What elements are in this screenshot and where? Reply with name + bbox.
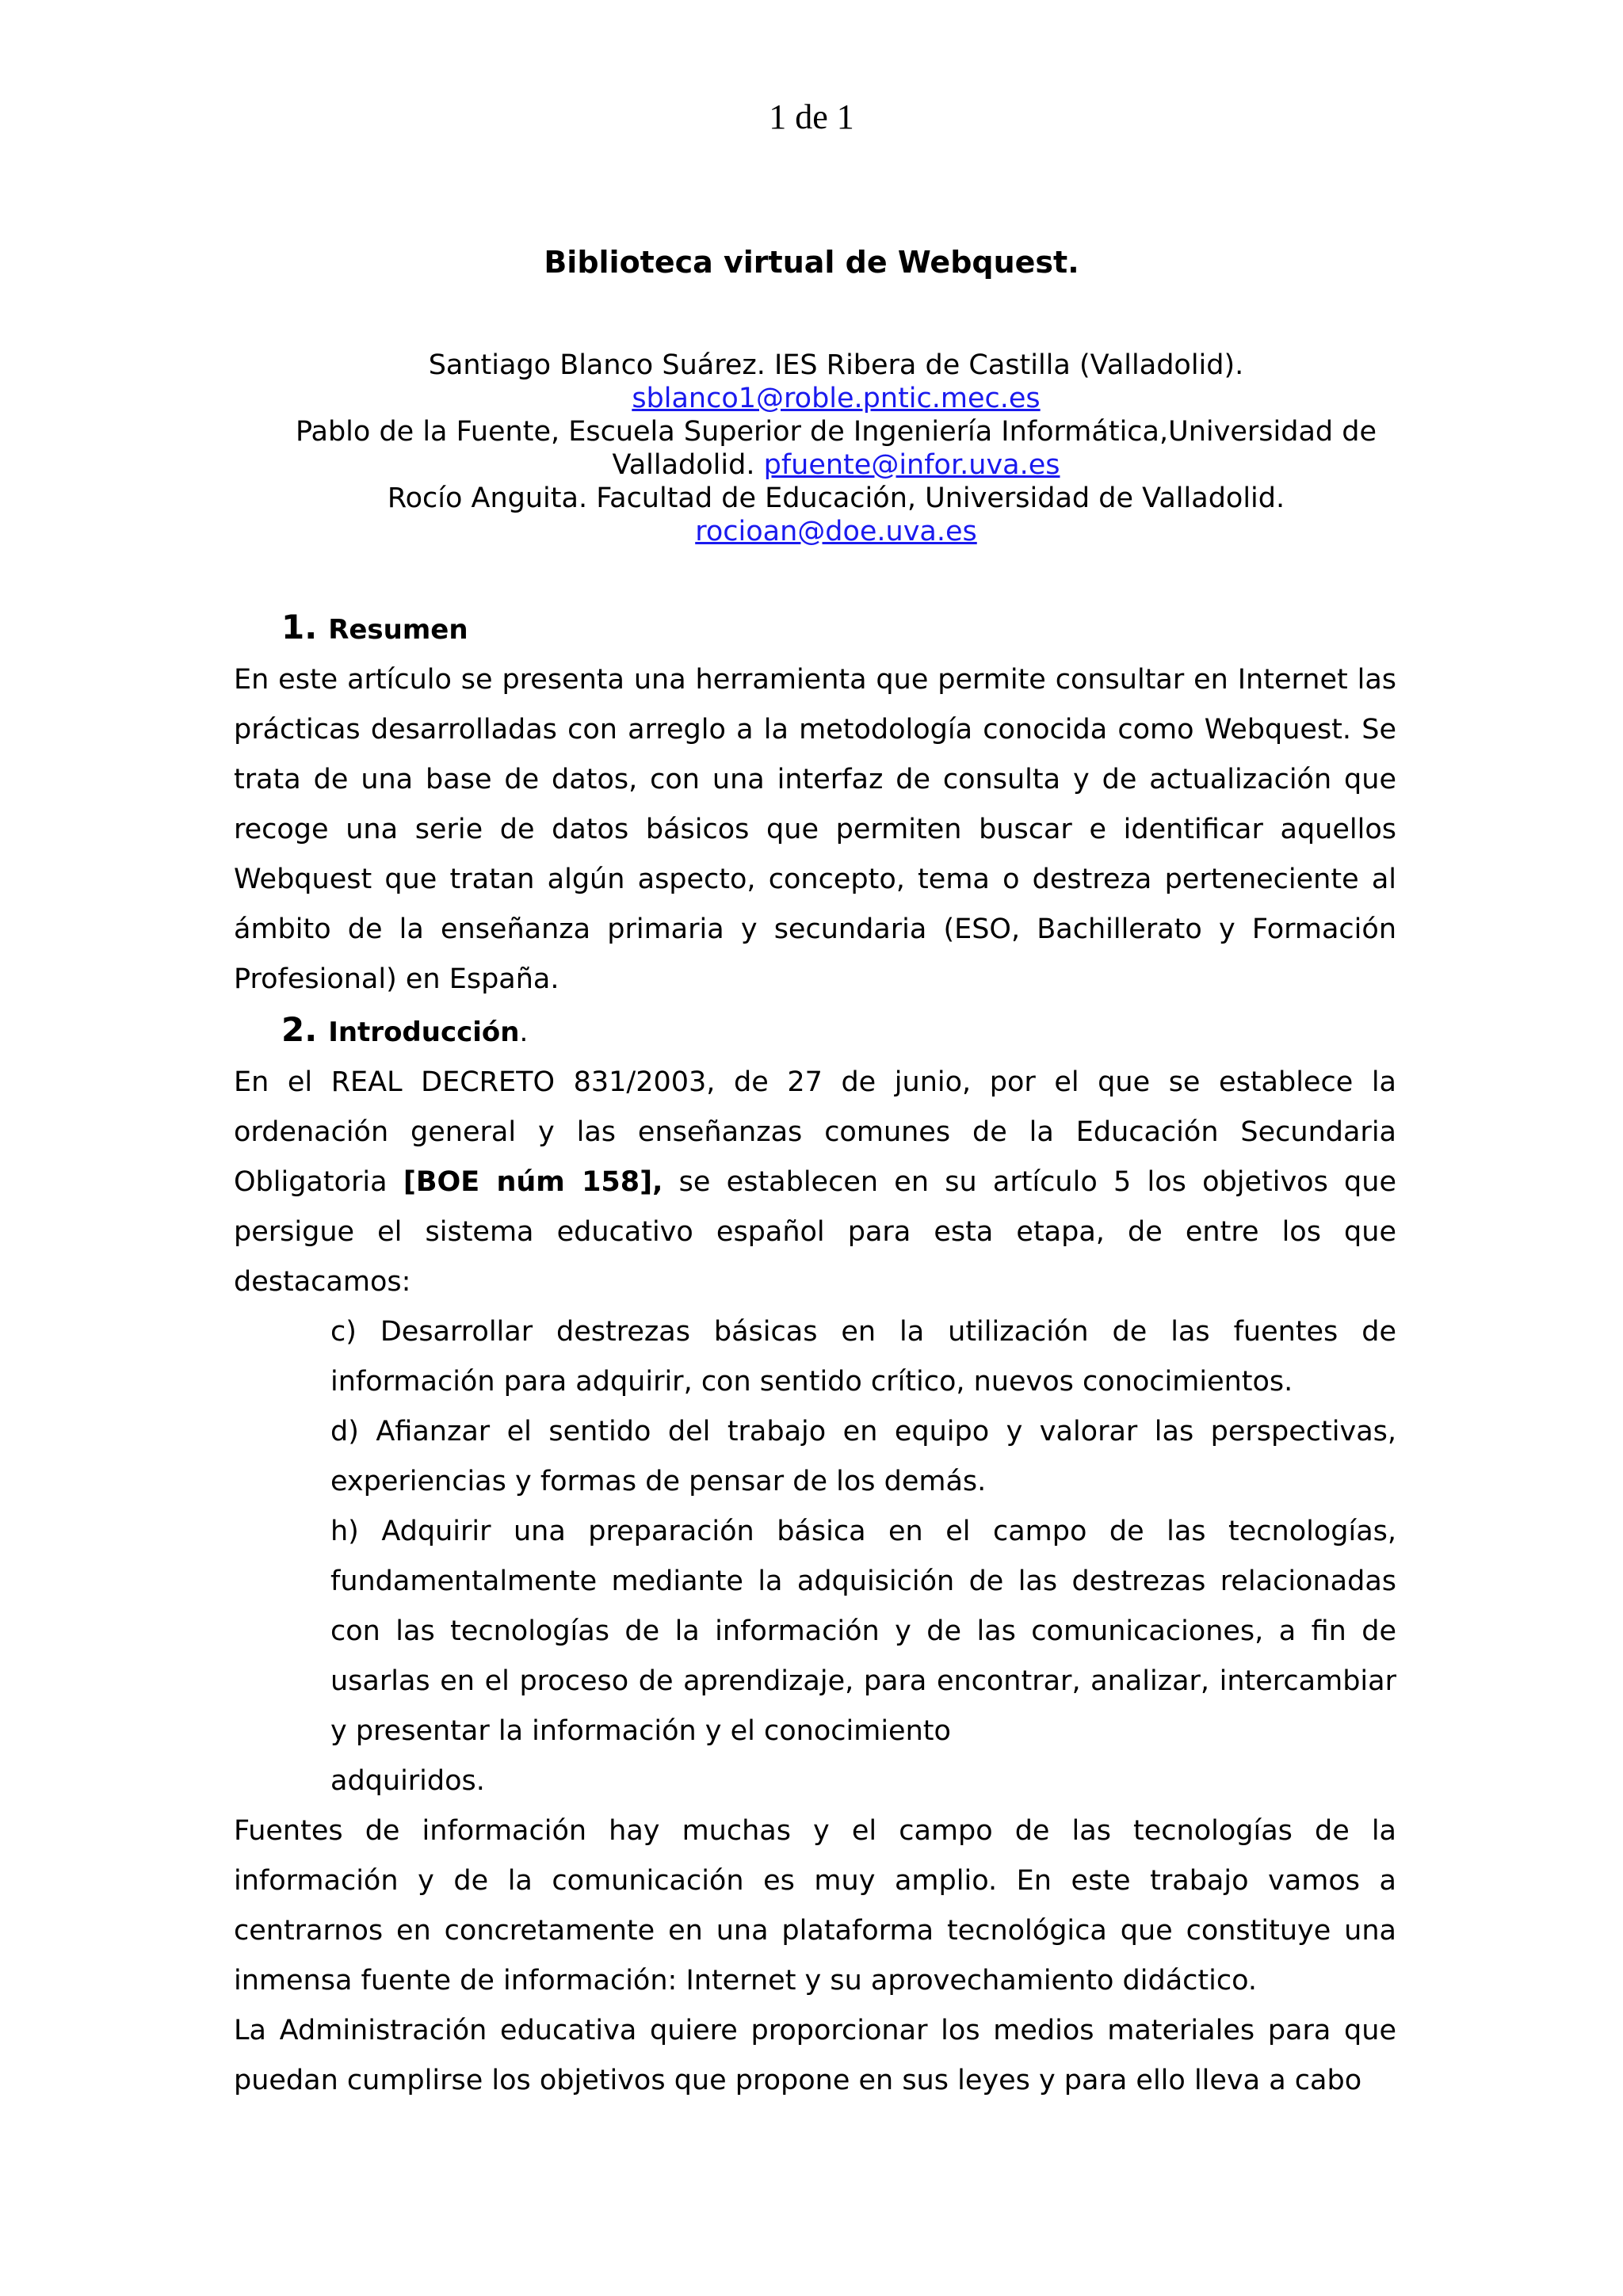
paragraph-fuentes: Fuentes de información hay muchas y el campo de las tecnologías de la información y de la comunicación es muy amplio. En este trabajo vamos a centrarnos en concretamente en una plataforma tecnológica que constituye una inmensa fuente de información: Internet y su aprovechamiento didáctico. — [234, 1815, 1396, 1997]
boe-reference: [BOE núm 158], — [403, 1166, 663, 1198]
author-line-2: Pablo de la Fuente, Escuela Superior de Ingeniería Informática,Universidad de — [295, 416, 1377, 448]
objective-d: d) Afianzar el sentido del trabajo en equipo y valorar las perspectivas, experiencias y formas de pensar de los demás. — [330, 1416, 1396, 1497]
intro-text-after: se establecen en su artículo 5 los objetivos que persigue el sistema educativo español para esta etapa, de entre los que destacamos: — [234, 1166, 1396, 1298]
email-link-pfuente[interactable]: pfuente@infor.uva.es — [763, 449, 1060, 481]
section-title: Resumen — [328, 614, 468, 646]
section-title-trail: . — [519, 1016, 529, 1048]
objective-h: h) Adquirir una preparación básica en el campo de las tecnologías, fundamentalmente mediante la adquisición de las destrezas relacionadas con las tecnologías de la información y de las comunicaciones, a fin de usarlas en el proceso de aprendizaje, para encontrar, analizar, intercambiar y presentar la información y el conocimiento — [330, 1516, 1396, 1747]
paragraph-intro — [234, 1058, 1396, 1307]
author-line-1: Santiago Blanco Suárez. IES Ribera de Castilla (Valladolid). — [428, 349, 1244, 381]
page-number: 1 de 1 — [769, 97, 854, 136]
section-heading-resumen — [234, 602, 1396, 655]
author-line-3: Valladolid. — [612, 449, 755, 481]
objective-h-end: adquiridos. — [330, 1765, 485, 1797]
document-body — [234, 602, 1396, 2106]
document-title: Biblioteca virtual de Webquest. — [544, 245, 1079, 280]
intro-text-before: En el REAL DECRETO 831/2003, de 27 de junio, por el que se establece la ordenación general y las enseñanzas comunes de la Educación Secundaria Obligatoria — [234, 1066, 1396, 1198]
paragraph-resumen: En este artículo se presenta una herramienta que permite consultar en Internet las prácticas desarrolladas con arreglo a la metodología conocida como Webquest. Se trata de una base de datos, con una interfaz de consulta y de actualización que recoge una serie de datos básicos que permiten buscar e identificar aquellos Webquest que tratan algún aspecto, concepto, tema o destreza perteneciente al ámbito de la enseñanza primaria y secundaria (ESO, Bachillerato y Formación Profesional) en España. — [234, 664, 1396, 995]
section-number: 1. — [281, 608, 318, 646]
authors-block — [262, 349, 1411, 548]
email-link-rocioan[interactable]: rocioan@doe.uva.es — [695, 516, 977, 547]
objective-c: c) Desarrollar destrezas básicas en la utilización de las fuentes de información para adquirir, con sentido crítico, nuevos conocimientos. — [330, 1316, 1396, 1398]
author-line-4: Rocío Anguita. Facultad de Educación, Universidad de Valladolid. — [387, 482, 1285, 514]
section-heading-introduccion — [234, 1005, 1396, 1058]
paragraph-administracion: La Administración educativa quiere proporcionar los medios materiales para que puedan cumplirse los objetivos que propone en sus leyes y para ello lleva a cabo — [234, 2015, 1396, 2096]
section-title: Introducción — [328, 1016, 520, 1048]
email-link-sblanco[interactable]: sblanco1@roble.pntic.mec.es — [632, 383, 1041, 414]
section-number: 2. — [281, 1010, 318, 1049]
